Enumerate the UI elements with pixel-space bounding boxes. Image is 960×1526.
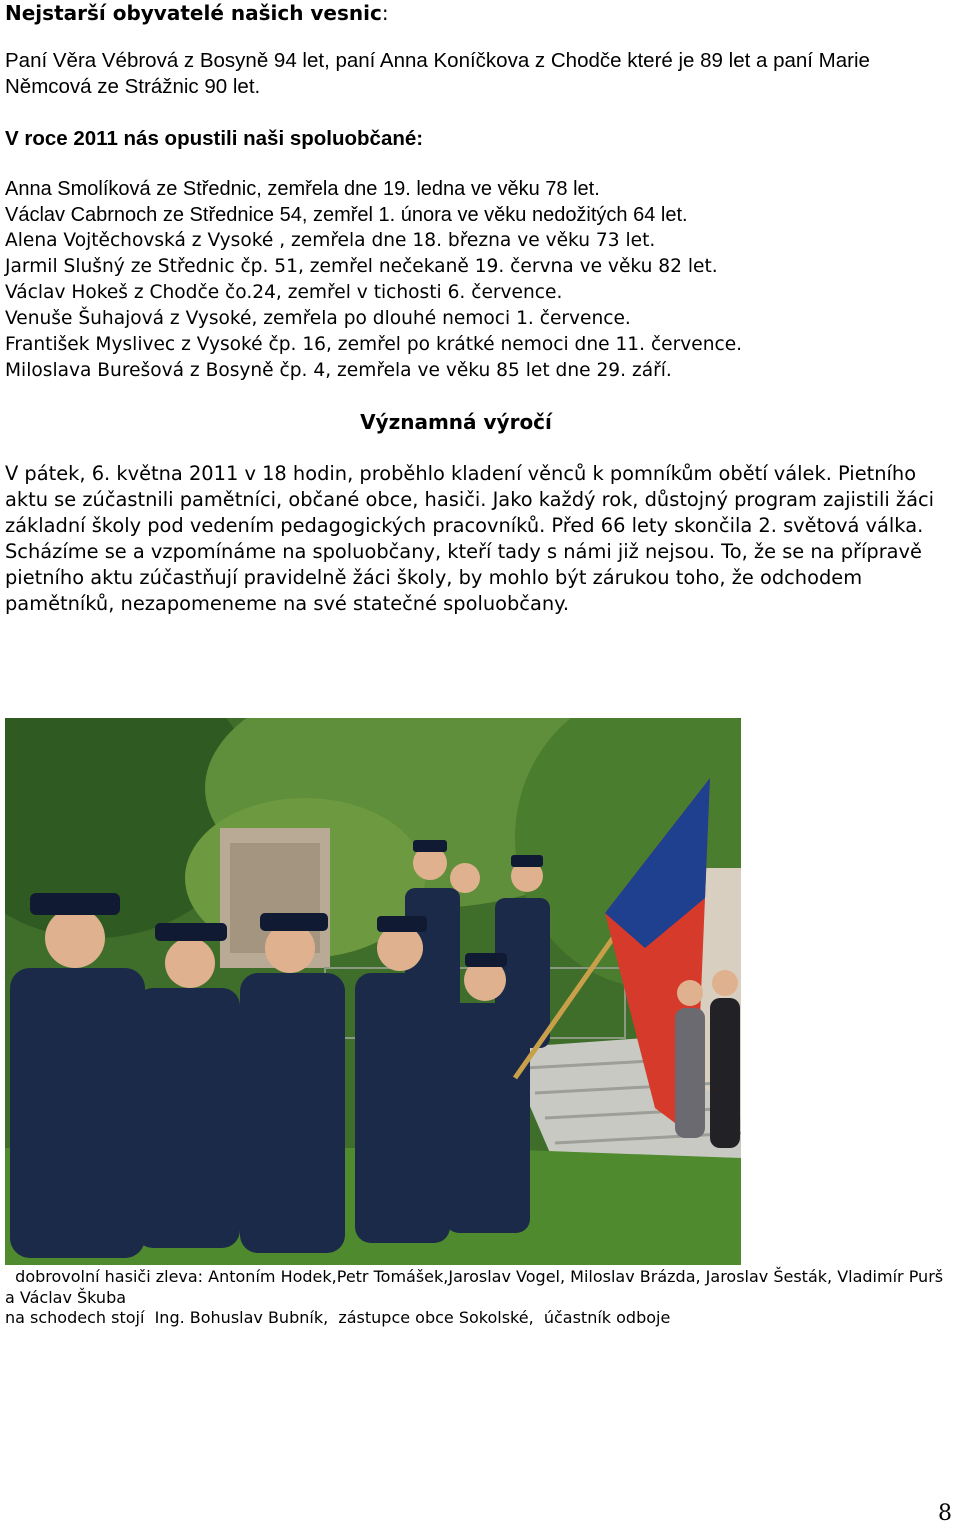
heading-deceased: V roce 2011 nás opustili naši spoluobčané: — [5, 127, 424, 150]
caption-line-1: dobrovolní hasiči zleva: Antoním Hodek,Petr Tomášek,Jaroslav Vogel, Miloslav Brázda, Jaroslav Šesták, Vladimír Purš a Václav Škuba — [5, 1267, 949, 1307]
deceased-list — [5, 176, 955, 384]
heading-oldest-residents — [5, 0, 389, 26]
photo-caption — [5, 1267, 955, 1329]
list-item: Miloslava Burešová z Bosyně čp. 4, zemřela ve věku 85 let dne 29. září. — [5, 360, 672, 381]
heading-anniversary: Významná výročí — [360, 410, 552, 434]
list-item: Venuše Šuhajová z Vysoké, zemřela po dlouhé nemoci 1. července. — [5, 308, 631, 329]
oldest-residents-text: Paní Věra Vébrová z Bosyně 94 let, paní Anna Koníčkova z Chodče které je 89 let a paní Marie Němcová ze Strážnic 90 let. — [5, 49, 870, 98]
page-number: 8 — [938, 1501, 952, 1526]
list-item: Václav Hokeš z Chodče čo.24, zemřel v tichosti 6. července. — [5, 282, 563, 303]
heading-oldest-colon: : — [381, 1, 389, 25]
list-item: Anna Smolíková ze Střednic, zemřela dne 19. ledna ve věku 78 let. — [5, 178, 600, 200]
memorial-photo-illustration — [5, 718, 741, 1265]
list-item: Václav Cabrnoch ze Střednice 54, zemřel 1. února ve věku nedožitých 64 let. — [5, 204, 688, 226]
list-item: Jarmil Slušný ze Střednic čp. 51, zemřel nečekaně 19. června ve věku 82 let. — [5, 256, 718, 277]
list-item: František Myslivec z Vysoké čp. 16, zemřel po krátké nemoci dne 11. července. — [5, 334, 743, 355]
caption-line-2: na schodech stojí Ing. Bohuslav Bubník, zástupce obce Sokolské, účastník odboje — [5, 1308, 671, 1327]
anniversary-text: V pátek, 6. května 2011 v 18 hodin, proběhlo kladení věnců k pomníkům obětí válek. Pietního aktu se zúčastnili pamětníci, občané obce, hasiči. Jako každý rok, důstojný program zajistili žáci základní školy pod vedením pedagogických pracovníků. Před 66 lety skončila 2. světová válka. Scházíme se a vzpomínáme na spoluobčany, kteří tady s námi již nejsou. To, že se na přípravě pietního aktu zúčastňují pravidelně žáci školy, by mohlo být zárukou toho, že odchodem pamětníků, nezapomeneme na své statečné spoluobčany. — [5, 462, 935, 615]
memorial-photo — [5, 718, 741, 1265]
list-item: Alena Vojtěchovská z Vysoké , zemřela dne 18. března ve věku 73 let. — [5, 230, 656, 251]
heading-oldest-bold: Nejstarší obyvatelé našich vesnic — [5, 1, 382, 25]
